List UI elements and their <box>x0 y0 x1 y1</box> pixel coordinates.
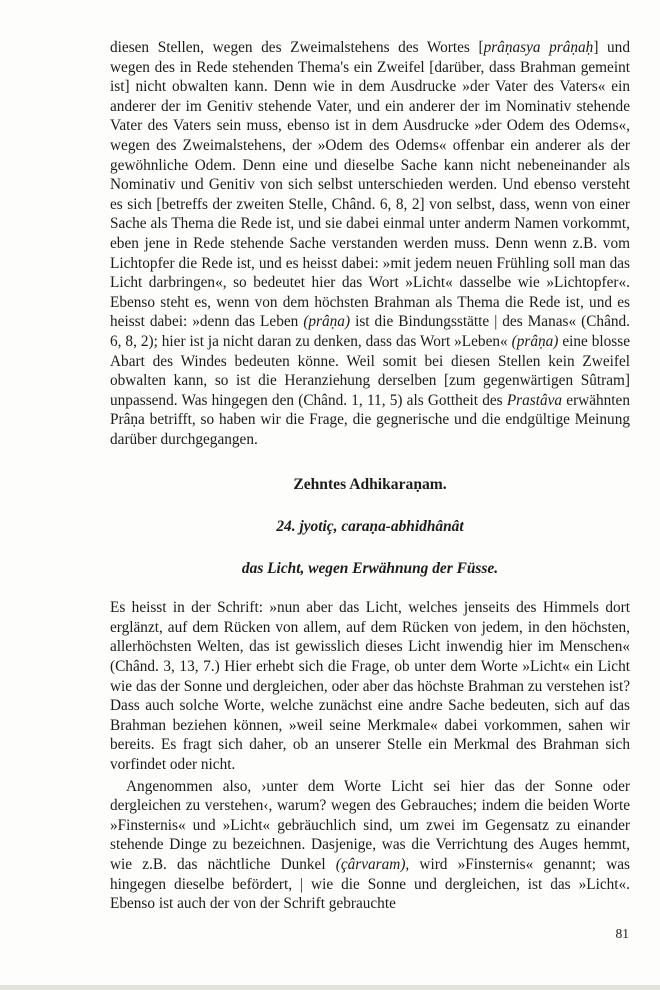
text-run: Angenommen also, ›unter dem Worte Licht sei hier das der Sonne oder dergleichen zu verstehen‹, warum? wegen des Gebrauches; indem die beiden Worte »Finsternis« und »Licht« gebräuchlich sind, um zwei im Gegensatz zu einander stehende Dinge zu bezeichnen. Dasjenige, was die Verrichtung des Auges hemmt, wie z.B. das nächtliche Dunkel <box>110 777 630 873</box>
page-bottom-edge <box>0 985 660 990</box>
italic-term: prâṇasya prâṇaḥ <box>483 39 594 56</box>
paragraph-continuation <box>110 38 630 449</box>
page-number: 81 <box>615 926 629 941</box>
adhikaranam-heading: Zehntes Adhikaraṇam. <box>293 476 447 494</box>
italic-term: (çârvaram), <box>335 855 410 873</box>
italic-term: (prâṇa) <box>511 332 559 350</box>
text-run: erwähnten Prâṇa betrifft, so haben wir die Frage, die gegnerische und die endgültige Meinung darüber durchgegangen. <box>110 391 630 448</box>
text-run: ist die Bindungsstätte | des Manas« (Chând. 6, 8, 2); hier ist ja nicht daran zu denken, dass das Wort »Leben« <box>110 313 630 350</box>
text-run: wird »Finsternis« genannt; was hingegen dieselbe befördert, | wie die Sonne und dergleichen, ist das »Licht«. Ebenso ist auch der von der Schrift gebrauchte <box>110 855 630 913</box>
sutra-translation-heading: das Licht, wegen Erwähnung der Füsse. <box>241 559 499 577</box>
sutra-heading: 24. jyotiç, caraṇa-abhidhânât <box>276 518 464 536</box>
italic-term: (prâṇa) <box>303 313 351 331</box>
text-run: ] und wegen des in Rede stehenden Thema's ein Zweifel [darüber, dass Brahman gemeint ist] nicht obwalten kann. Denn wie in dem Ausdrucke »der Vater des Vaters« ein anderer der im Genitiv stehende Vater, und ein anderer der im Nominativ stehende Vater des Vaters sein muss, ebenso ist in dem Ausdrucke »der Odem des Odems«, wegen des Zweimalstehens, der »Odem des Odems« offenbar ein anderer als der gewöhnliche Odem. Denn eine und dieselbe Sache kann nicht nebeneinander als Nominativ und Genitiv von sich selbst unterschieden werden. Und ebenso versteht es sich [betreffs der zweiten Stelle, Chând. 6, 8, 2] von selbst, dass, wenn von einer Sache als Thema die Rede ist, und sie dabei einmal unter anderm Namen vorkommt, eben jene in Rede stehende Sache verstanden werden muss. Denn wenn z.B. vom Lichtopfer die Rede ist, und es heisst dabei: »mit jedem neuen Frühling soll man das Licht darbringen«, so bedeutet hier das Wort »Licht« dasselbe wie »Lichtopfer«. Ebenso steht es, wenn von dem höchsten Brahman als Thema die Rede ist, und es heisst dabei: »denn das Leben <box>110 39 630 331</box>
italic-term: Prastâva <box>506 391 563 409</box>
paragraph-purvapaksha <box>110 777 630 914</box>
paragraph-scripture <box>110 598 630 774</box>
body-text <box>110 38 630 914</box>
text-run: Es heisst in der Schrift: »nun aber das Licht, welches jenseits des Himmels dort erglänzt, auf dem Rücken von allem, auf dem Rücken von jedem, in den höchsten, allerhöchsten Welten, das ist gewisslich dieses Licht inwendig hier im Menschen« (Chând. 3, 13, 7.) Hier erhebt sich die Frage, ob unter dem Worte »Licht« ein Licht wie das der Sonne und dergleichen, oder aber das höchste Brahman zu verstehen ist? Dass auch solche Worte, welche zunächst eine andre Sache bedeuten, sich auf das Brahman beziehen können, »weil seine Merkmale« dabei vorkommen, sahen wir bereits. Es fragt sich daher, ob an unserer Stelle ein Merkmal des Brahman sich vorfindet oder nicht. <box>110 599 630 773</box>
text-run: diesen Stellen, wegen des Zweimalstehens des Wortes [ <box>110 39 484 56</box>
text-run: eine blosse Abart des Windes bedeuten könne. Weil somit bei diesen Stellen kein Zweifel obwalten kann, so ist die Heranziehung derselben [zum gegenwärtigen Sûtram] unpassend. Was hingegen den (Chând. 1, 11, 5) als Gottheit des <box>110 332 630 409</box>
